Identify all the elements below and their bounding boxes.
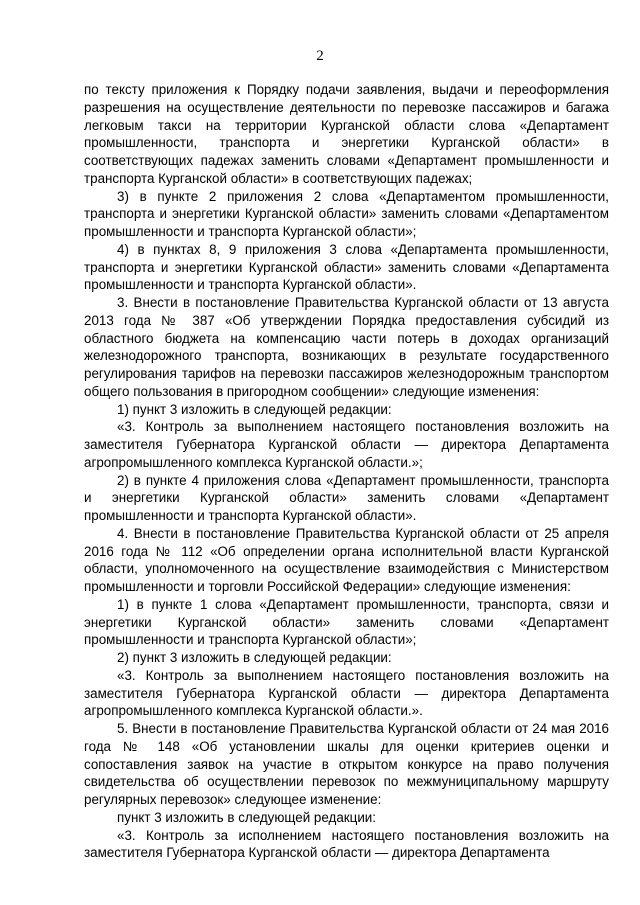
paragraph-section-4-quote: «3. Контроль за выполнением настоящего постановления возложить на заместителя Губернатора Курганской области — директора Департамента агропромышленного комплекса Курганской области.». xyxy=(84,667,609,719)
paragraph-section-3-item-1: 1) пункт 3 изложить в следующей редакции: xyxy=(117,401,392,417)
paragraph-section-4: 4. Внести в постановление Правительства Курганской области от 25 апреля 2016 года № 112 «Об определении органа исполнительной власти Курганской области, уполномоченного на осуществление взаимодействия с Министерством промышленности и торговли Российской Федерации» следующие изменения: xyxy=(84,525,609,594)
page-number: 2 xyxy=(316,48,324,64)
paragraph-section-3-quote: «3. Контроль за выполнением настоящего постановления возложить на заместителя Губернатора Курганской области — директора Департамента агропромышленного комплекса Курганской области.»; xyxy=(84,419,609,470)
paragraph-section-4-item-1: 1) в пункте 1 слова «Департамент промышленности, транспорта, связи и энергетики Курганской области» заменить словами «Департамент промышленности и транспорта Курганской области»; xyxy=(84,596,609,648)
paragraph-section-5: 5. Внести в постановление Правительства Курганской области от 24 мая 2016 года № 148 «Об установлении шкалы для оценки критериев оценки и сопоставления заявок на участие в открытом конкурсе на право получения свидетельства об осуществлении перевозок по межмуниципальному маршруту регулярных перевозок» следующее изменение: xyxy=(84,721,609,807)
paragraph-section-5-quote: «3. Контроль за исполнением настоящего постановления возложить на заместителя Губернатора Курганской области — директора Департамента xyxy=(84,827,609,861)
paragraph-item-3: 3) в пункте 2 приложения 2 слова «Департаментом промышленности, транспорта и энергетики Курганской области» заменить словами «Департаментом промышленности и транспорта Курганской области»; xyxy=(84,188,609,239)
paragraph-section-4-item-2: 2) пункт 3 изложить в следующей редакции: xyxy=(117,650,392,665)
paragraph-section-3: 3. Внести в постановление Правительства Курганской области от 13 августа 2013 года № 387 «Об утверждении Порядка предоставления субсидий из областного бюджета на компенсацию части потерь в доходах организаций железнодорожного транспорта, возникающих в результате государственного регулирования тарифов на перевозки пассажиров железнодорожным транспортом общего пользования в пригородном сообщении» следующие изменения: xyxy=(84,295,609,399)
document-body xyxy=(84,81,609,862)
paragraph-item-4: 4) в пунктах 8, 9 приложения 3 слова «Департамента промышленности, транспорта и энергетики Курганской области» заменить словами «Департамента промышленности и транспорта Курганской области». xyxy=(84,241,609,293)
paragraph-section-5-item: пункт 3 изложить в следующей редакции: xyxy=(117,809,376,825)
paragraph-continuation: по тексту приложения к Порядку подачи заявления, выдачи и переоформления разрешения на осуществление деятельности по перевозке пассажиров и багажа легковым такси на территории Курганской области слова «Департамент промышленности, транспорта и энергетики Курганской области» в соответствующих падежах заменить словами «Департамент промышленности и транспорта Курганской области» в соответствующих падежах; xyxy=(84,82,609,186)
paragraph-section-3-item-2: 2) в пункте 4 приложения слова «Департамент промышленности, транспорта и энергетики Курганской области» заменить словами «Департамент промышленности и транспорта Курганской области». xyxy=(84,472,609,523)
